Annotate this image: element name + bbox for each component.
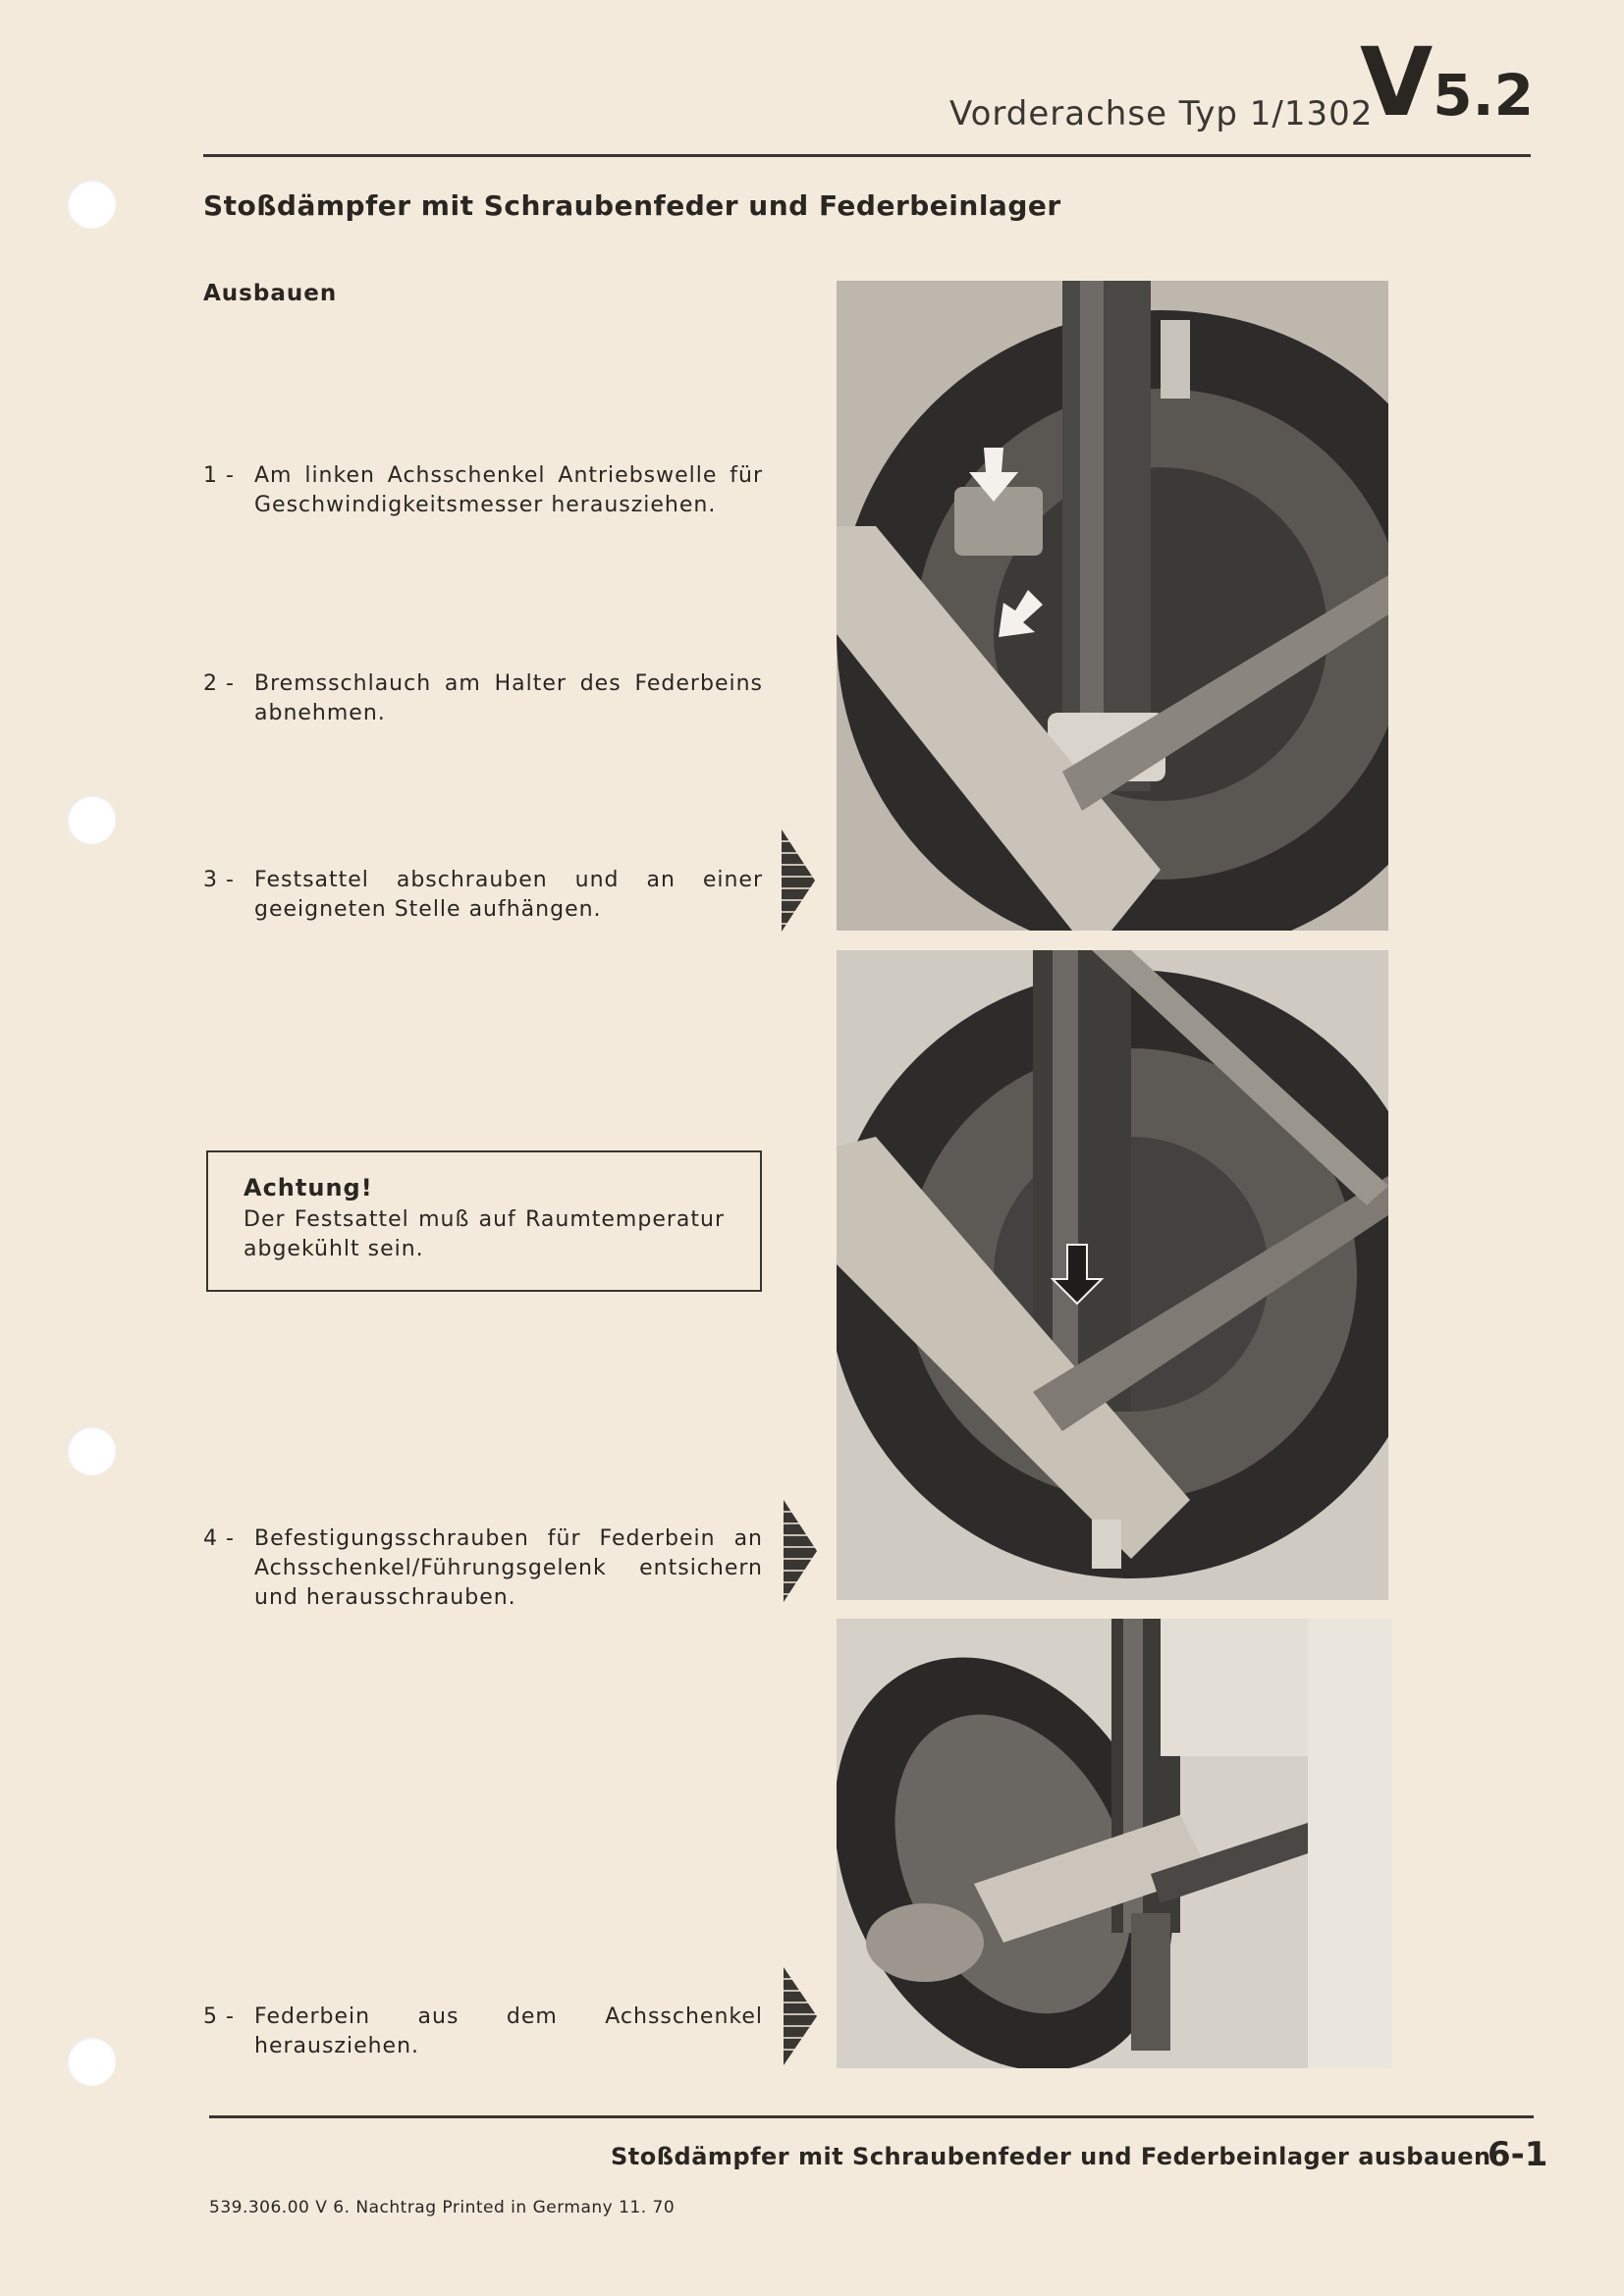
photo-strut-brake-caliper: [837, 281, 1388, 931]
punch-hole: [67, 180, 116, 229]
pointer-arrow-icon: [784, 1500, 817, 1602]
imprint: 539.306.00 V 6. Nachtrag Printed in Germany 11. 70: [209, 2198, 676, 2217]
step-number: 4 -: [203, 1526, 235, 1551]
step-number: 3 -: [203, 868, 235, 892]
punch-hole: [67, 795, 116, 844]
step-5: [203, 2002, 763, 2061]
step-number: 1 -: [203, 463, 235, 488]
step-text: Bremsschlauch am Halter des Federbeins abnehmen.: [254, 671, 763, 725]
footer-title: Stoßdämpfer mit Schraubenfeder und Federbeinlager ausbauen: [611, 2143, 1491, 2170]
section-title: Stoßdämpfer mit Schraubenfeder und Federbeinlager: [203, 189, 1061, 222]
footer-rule: [209, 2115, 1534, 2118]
step-text: Befestigungsschrauben für Federbein an Achsschenkel/Führungsgelenk entsichern und herausschrauben.: [254, 1526, 763, 1610]
pointer-arrow-icon: [784, 1967, 817, 2065]
step-text: Festsattel abschrauben und an einer geeigneten Stelle aufhängen.: [254, 868, 763, 922]
step-text: Am linken Achsschenkel Antriebswelle für Geschwindigkeitsmesser herausziehen.: [254, 463, 763, 517]
step-4: [203, 1524, 763, 1613]
step-number: 2 -: [203, 671, 235, 696]
header-title: Vorderachse Typ 1/1302: [949, 94, 1374, 133]
pointer-arrow-icon: [782, 829, 815, 932]
step-3: [203, 866, 763, 925]
section-code: [1360, 27, 1535, 137]
section-code-letter: V: [1360, 27, 1434, 137]
section-code-number: 5.2: [1433, 62, 1535, 129]
punch-hole: [67, 2037, 116, 2086]
caution-title: Achtung!: [244, 1174, 373, 1201]
step-number: 5 -: [203, 2004, 235, 2029]
punch-hole: [67, 1426, 116, 1475]
caution-box: [206, 1150, 762, 1292]
photo-strut-mounting-bolts: [837, 950, 1388, 1600]
page-number: 6-1: [1488, 2135, 1548, 2174]
section-subtitle: Ausbauen: [203, 281, 338, 306]
photo-strut-removal: [837, 1619, 1392, 2068]
header-rule: [203, 154, 1531, 157]
step-2: [203, 669, 763, 728]
step-text: Federbein aus dem Achsschenkel herausziehen.: [254, 2004, 763, 2058]
caution-text: Der Festsattel muß auf Raumtemperatur abgekühlt sein.: [244, 1207, 725, 1261]
step-1: [203, 461, 763, 520]
